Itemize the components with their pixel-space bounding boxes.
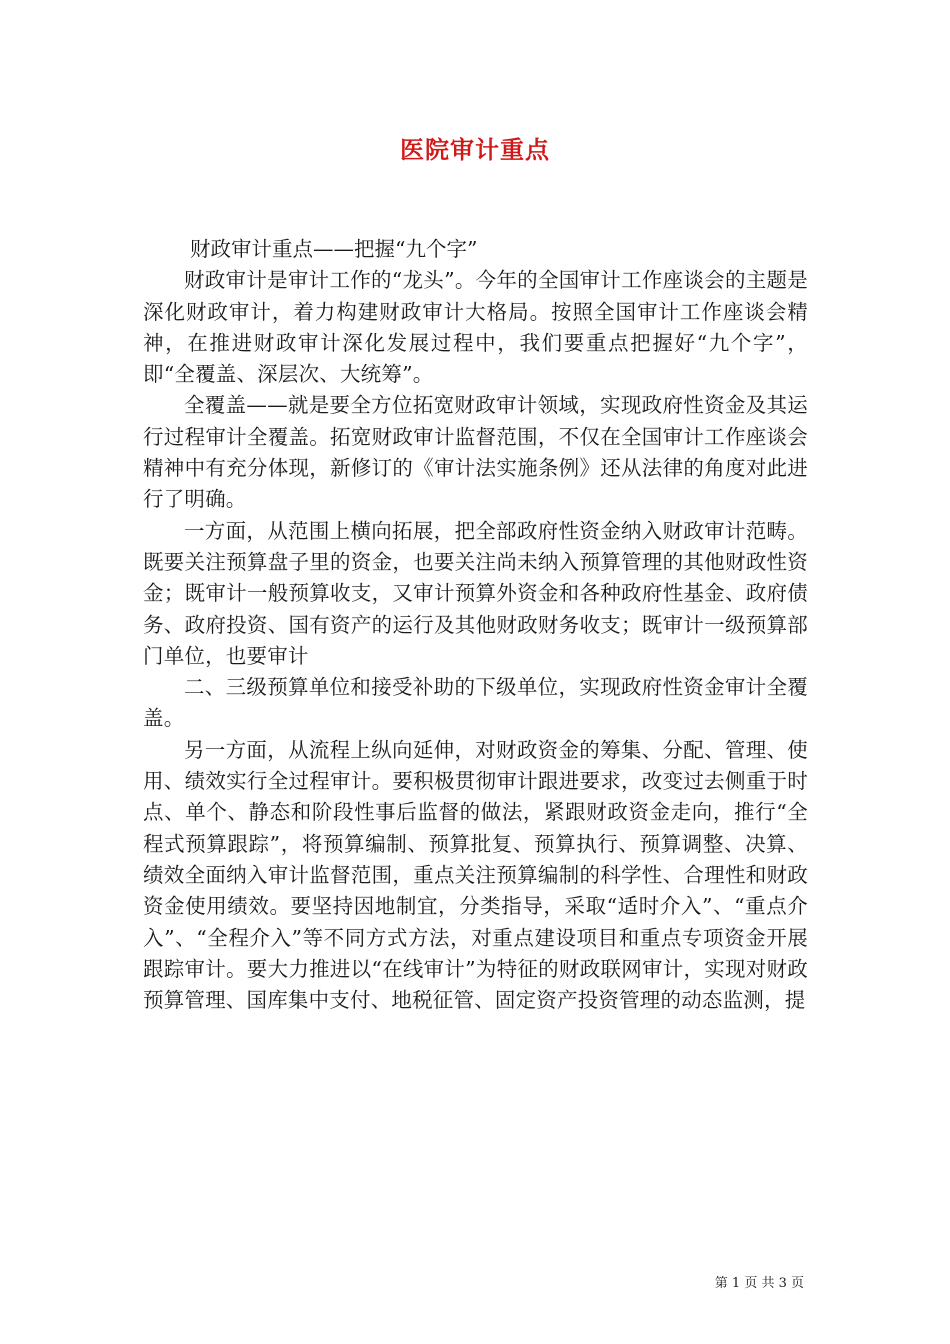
section-subheading: 财政审计重点——把握“九个字”	[190, 237, 478, 261]
paragraph-4: 二、三级预算单位和接受补助的下级单位，实现政府性资金审计全覆盖。	[143, 675, 808, 731]
document-body	[143, 234, 808, 1016]
document-title: 医院审计重点	[400, 135, 550, 164]
paragraph-2: 全覆盖——就是要全方位拓宽财政审计领域，实现政府性资金及其运行过程审计全覆盖。拓宽财政审计监督范围，不仅在全国审计工作座谈会精神中有充分体现，新修订的《审计法实施条例》还从法律的角度对此进行了明确。	[143, 393, 808, 512]
paragraph-1: 财政审计是审计工作的“龙头”。今年的全国审计工作座谈会的主题是深化财政审计，着力构建财政审计大格局。按照全国审计工作座谈会精神，在推进财政审计深化发展过程中，我们要重点把握好“九个字”，即“全覆盖、深层次、大统筹”。	[143, 268, 808, 387]
page-number-footer: 第 1 页 共 3 页	[714, 1276, 804, 1291]
paragraph-3: 一方面，从范围上横向拓展，把全部政府性资金纳入财政审计范畴。既要关注预算盘子里的资金，也要关注尚未纳入预算管理的其他财政性资金；既审计一般预算收支，又审计预算外资金和各种政府性基金、政府债务、政府投资、国有资产的运行及其他财政财务收支；既审计一级预算部门单位，也要审计	[143, 518, 808, 668]
paragraph-5: 另一方面，从流程上纵向延伸，对财政资金的筹集、分配、管理、使用、绩效实行全过程审计。要积极贯彻审计跟进要求，改变过去侧重于时点、单个、静态和阶段性事后监督的做法，紧跟财政资金走向，推行“全程式预算跟踪”，将预算编制、预算批复、预算执行、预算调整、决算、绩效全面纳入审计监督范围，重点关注预算编制的科学性、合理性和财政资金使用绩效。要坚持因地制宜，分类指导，采取“适时介入”、“重点介入”、“全程介入”等不同方式方法，对重点建设项目和重点专项资金开展跟踪审计。要大力推进以“在线审计”为特征的财政联网审计，实现对财政预算管理、国库集中支付、地税征管、固定资产投资管理的动态监测，提	[143, 737, 808, 1013]
